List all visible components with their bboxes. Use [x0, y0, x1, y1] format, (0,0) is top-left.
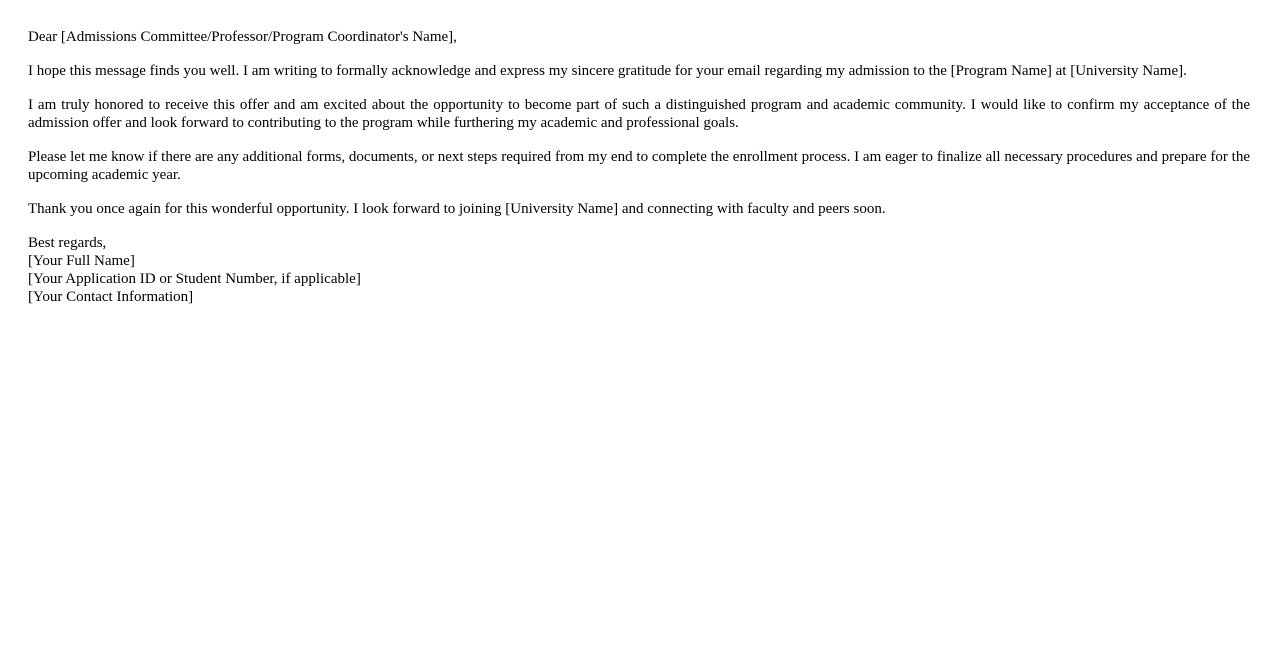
- signature-contact: [Your Contact Information]: [28, 289, 194, 305]
- paragraph-next-steps: Please let me know if there are any additional forms, documents, or next steps required from my end to complete the enrollment process. I am eager to finalize all necessary procedures and prepare for the upcoming academic year.: [28, 149, 1250, 183]
- salutation: Dear [Admissions Committee/Professor/Program Coordinator's Name],: [28, 29, 457, 45]
- signature-name: [Your Full Name]: [28, 253, 135, 269]
- letter-body: [28, 28, 1250, 306]
- paragraph-thanks: Thank you once again for this wonderful opportunity. I look forward to joining [University Name] and connecting with faculty and peers soon.: [28, 201, 886, 217]
- signature-application-id: [Your Application ID or Student Number, if applicable]: [28, 271, 361, 287]
- closing: Best regards,: [28, 235, 107, 251]
- paragraph-acceptance: I am truly honored to receive this offer and am excited about the opportunity to become part of such a distinguished program and academic community. I would like to confirm my acceptance of the admission offer and look forward to contributing to the program while furthering my academic and professional goals.: [28, 97, 1250, 131]
- paragraph-intro: I hope this message finds you well. I am writing to formally acknowledge and express my sincere gratitude for your email regarding my admission to the [Program Name] at [University Name].: [28, 63, 1187, 79]
- signature-block: [28, 234, 1250, 306]
